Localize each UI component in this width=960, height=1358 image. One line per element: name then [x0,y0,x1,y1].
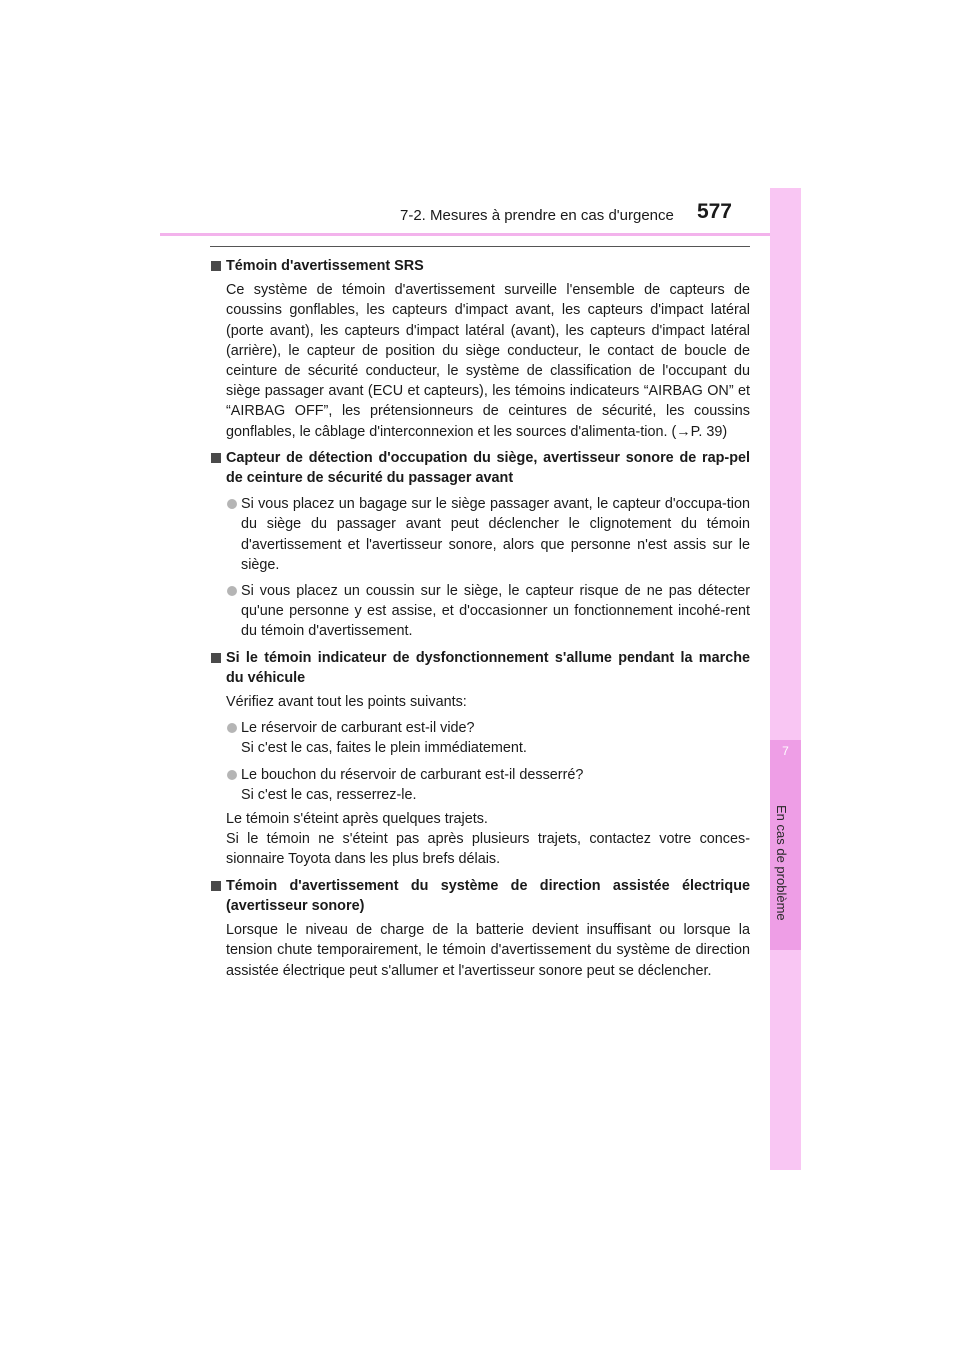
list-item-question: Le bouchon du réservoir de carburant est-il desserré? [241,766,584,783]
round-bullet-icon [227,499,237,509]
square-bullet-icon [211,261,221,271]
section-occupant-sensor [210,448,750,642]
list-item-question: Le réservoir de carburant est-il vide? [241,720,475,737]
section-malfunction-indicator [210,648,750,870]
section-title: Témoin d'avertissement du système de direction assistée électrique (avertisseur sonore) [226,877,750,914]
round-bullet-icon [227,770,237,780]
section-outro [226,809,750,870]
side-tab-strip [770,188,801,1170]
list-item [226,494,750,575]
section-power-steering [210,876,750,981]
page-number: 577 [696,200,732,223]
content-top-rule [210,246,750,247]
square-bullet-icon [211,453,221,463]
list-item [226,581,750,642]
square-bullet-icon [211,653,221,663]
section-title: Témoin d'avertissement SRS [226,258,424,274]
section-body: Lorsque le niveau de charge de la batterie devient insuffisant ou lorsque la tension chute temporairement, le témoin d'avertissement du système de direction assistée électrique peut s'allumer et l'avertisseur sonore peut se déclencher. [226,922,750,979]
section-srs-warning [210,256,750,442]
list-item [226,765,750,805]
section-title: Si le témoin indicateur de dysfonctionnement s'allume pendant la marche du véhicule [226,649,750,686]
square-bullet-icon [211,881,221,891]
section-body: Ce système de témoin d'avertissement surveille l'ensemble de capteurs de coussins gonflables, les capteurs d'impact avant, les capteurs d'impact latéral (porte avant), les capteurs d'impact latéral (avant), les capteurs d'impact latéral (arrière), le capteur de position du siège conducteur, le contact de boucle de ceinture de sécurité conducteur, le système de classification de l'occupant du siège passager avant (ECU et capteurs), les témoins indicateurs “AIRBAG ON” et “AIRBAG OFF”, les prétensionneurs de ceintures de sécurité, les coussins gonflables, le câblage d'interconnexion et les sources d'alimenta-tion. (→P. 39) [226,282,750,440]
round-bullet-icon [227,586,237,596]
section-intro: Vérifiez avant tout les points suivants: [226,694,467,711]
list-item-answer: Si c'est le cas, faites le plein immédiatement. [241,740,527,757]
chapter-label: En cas de problème [774,805,789,921]
list-item-text: Si vous placez un bagage sur le siège passager avant, le capteur d'occupa-tion du siège du passager avant peut déclencher le clignotement du témoin d'avertissement et l'avertisseur sonore, alors que personne n'est assis sur le siège. [241,496,750,573]
page-content [210,256,750,987]
running-header: 7-2. Mesures à prendre en cas d'urgence [400,207,674,224]
chapter-number: 7 [782,744,789,758]
header-divider [160,233,800,236]
list-item-text: Si vous placez un coussin sur le siège, le capteur risque de ne pas détecter qu'une personne y est assise, et d'occasionner un fonctionnement incohé-rent du témoin d'avertissement. [241,583,750,640]
section-title: Capteur de détection d'occupation du siège, avertisseur sonore de rap-pel de ceinture de sécurité du passager avant [226,449,750,487]
list-item [226,718,750,758]
outro-line: Le témoin s'éteint après quelques trajets. [226,811,488,828]
round-bullet-icon [227,723,237,733]
outro-line: Si le témoin ne s'éteint pas après plusieurs trajets, contactez votre conces-sionnaire Toyota dans les plus brefs délais. [226,831,750,868]
list-item-answer: Si c'est le cas, resserrez-le. [241,786,417,803]
